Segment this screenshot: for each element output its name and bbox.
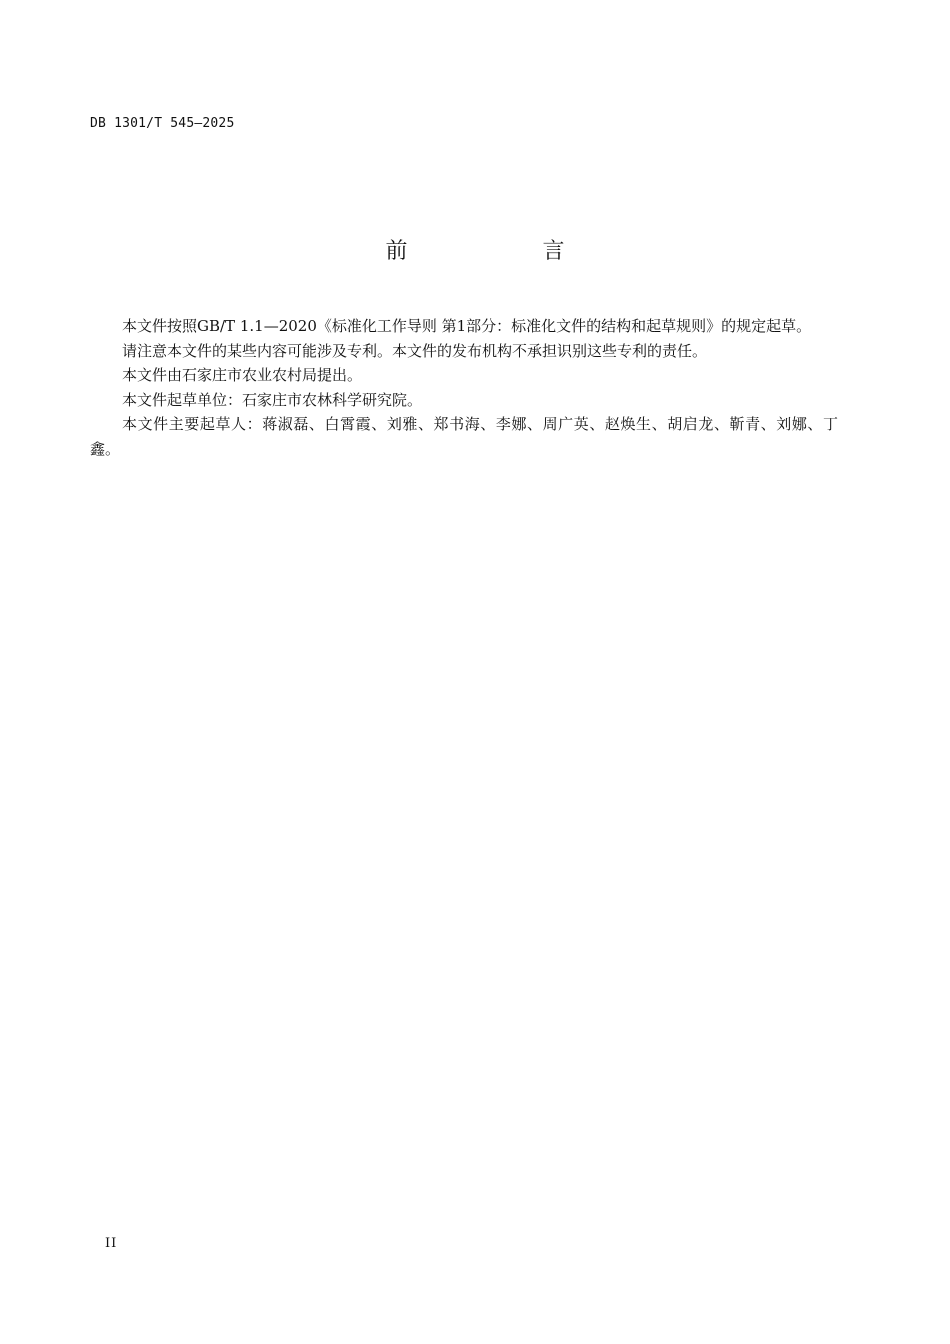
paragraph-drafting-unit: 本文件起草单位：石家庄市农林科学研究院。	[122, 390, 423, 409]
paragraph-proposer: 本文件由石家庄市农业农村局提出。	[122, 366, 363, 384]
page-title: 前 言	[385, 239, 629, 264]
page-number: II	[105, 1236, 118, 1251]
foreword-body	[90, 314, 838, 461]
paragraph-drafters: 本文件主要起草人：蒋淑磊、白霄霞、刘雅、郑书海、李娜、周广英、赵焕生、胡启龙、靳青、刘娜、丁鑫。	[90, 415, 838, 458]
paragraph-drafting-basis: 本文件按照GB/T 1.1—2020《标准化工作导则 第1部分：标准化文件的结构和起草规则》的规定起草。	[122, 317, 812, 335]
document-code: DB 1301/T 545—2025	[90, 116, 235, 131]
paragraph-patent-notice: 请注意本文件的某些内容可能涉及专利。本文件的发布机构不承担识别这些专利的责任。	[122, 341, 708, 360]
